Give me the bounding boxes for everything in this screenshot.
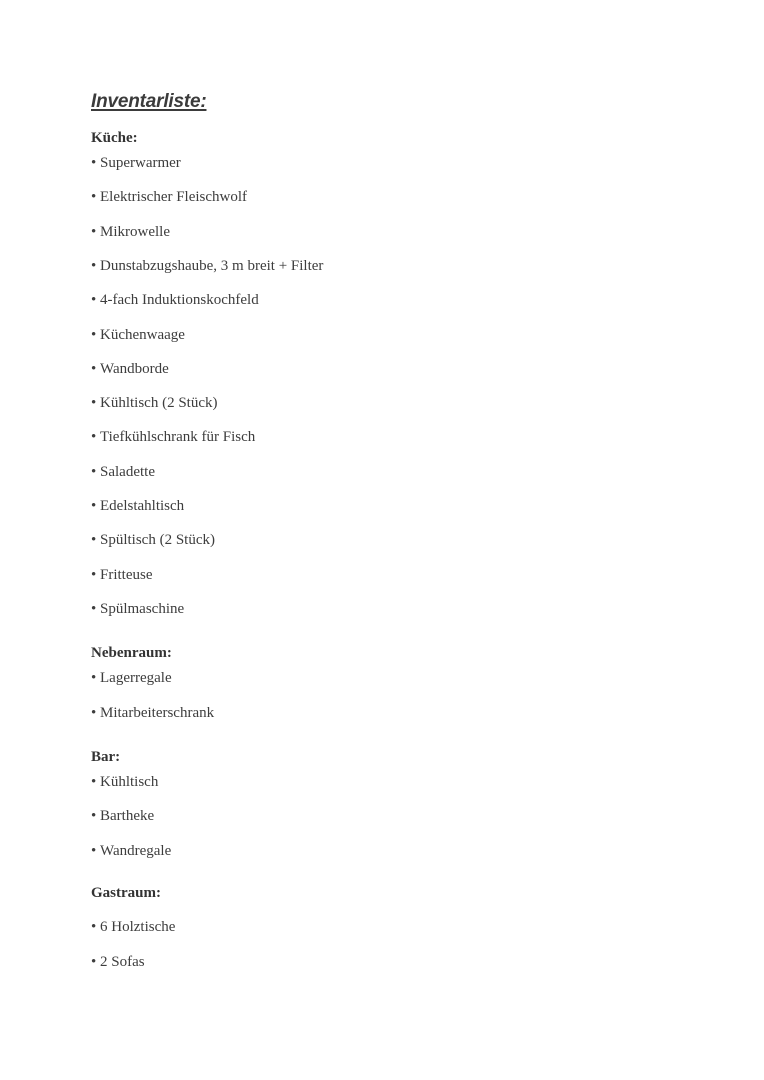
bullet-icon: • <box>91 395 97 411</box>
list-item <box>91 222 170 242</box>
list-item <box>91 462 155 482</box>
bullet-icon: • <box>91 808 97 824</box>
list-item-label: Saladette <box>100 464 155 480</box>
section-heading-bar: Bar: <box>91 749 121 765</box>
list-item <box>91 952 145 972</box>
bullet-icon: • <box>91 843 97 859</box>
list-item-label: Wandregale <box>100 843 172 859</box>
list-item-label: Spülmaschine <box>100 601 185 617</box>
bullet-icon: • <box>91 189 97 205</box>
list-item-label: Dunstabzugshaube, 3 m breit + Filter <box>100 258 324 274</box>
bullet-icon: • <box>91 670 97 686</box>
section-heading-kueche: Küche: <box>91 130 138 146</box>
list-item <box>91 772 158 792</box>
list-item <box>91 599 184 619</box>
list-item-label: Kühltisch <box>100 774 159 790</box>
bullet-icon: • <box>91 429 97 445</box>
section-heading-nebenraum: Nebenraum: <box>91 645 172 661</box>
list-item-label: Bartheke <box>100 808 155 824</box>
bullet-icon: • <box>91 258 97 274</box>
list-item-label: Fritteuse <box>100 567 153 583</box>
list-item <box>91 256 323 276</box>
bullet-icon: • <box>91 498 97 514</box>
list-item <box>91 703 214 723</box>
bullet-icon: • <box>91 292 97 308</box>
list-item <box>91 917 175 937</box>
list-item <box>91 530 215 550</box>
bullet-icon: • <box>91 567 97 583</box>
list-item-label: Spültisch (2 Stück) <box>100 532 215 548</box>
bullet-icon: • <box>91 327 97 343</box>
list-item <box>91 153 181 173</box>
list-item-label: Mitarbeiterschrank <box>100 705 215 721</box>
list-item <box>91 841 171 861</box>
document-title: Inventarliste: <box>91 91 207 112</box>
section-heading-gastraum: Gastraum: <box>91 885 161 901</box>
list-item <box>91 565 153 585</box>
list-item-label: Elektrischer Fleischwolf <box>100 189 248 205</box>
list-item-label: Edelstahltisch <box>100 498 185 514</box>
list-item-label: Mikrowelle <box>100 224 170 240</box>
list-item <box>91 393 218 413</box>
bullet-icon: • <box>91 774 97 790</box>
list-item-label: Superwarmer <box>100 155 181 171</box>
list-item-label: 6 Holztische <box>100 919 176 935</box>
list-item <box>91 359 169 379</box>
list-item <box>91 187 247 207</box>
list-item-label: 2 Sofas <box>100 954 145 970</box>
bullet-icon: • <box>91 224 97 240</box>
list-item <box>91 427 255 447</box>
list-item-label: Wandborde <box>100 361 169 377</box>
list-item-label: Kühltisch (2 Stück) <box>100 395 218 411</box>
list-item <box>91 806 154 826</box>
list-item-label: 4-fach Induktionskochfeld <box>100 292 259 308</box>
list-item <box>91 290 259 310</box>
bullet-icon: • <box>91 601 97 617</box>
list-item <box>91 496 184 516</box>
list-item-label: Küchenwaage <box>100 327 185 343</box>
bullet-icon: • <box>91 361 97 377</box>
bullet-icon: • <box>91 705 97 721</box>
bullet-icon: • <box>91 532 97 548</box>
list-item <box>91 668 172 688</box>
bullet-icon: • <box>91 919 97 935</box>
list-item-label: Lagerregale <box>100 670 172 686</box>
bullet-icon: • <box>91 155 97 171</box>
list-item <box>91 325 185 345</box>
bullet-icon: • <box>91 464 97 480</box>
list-item-label: Tiefkühlschrank für Fisch <box>100 429 256 445</box>
bullet-icon: • <box>91 954 97 970</box>
